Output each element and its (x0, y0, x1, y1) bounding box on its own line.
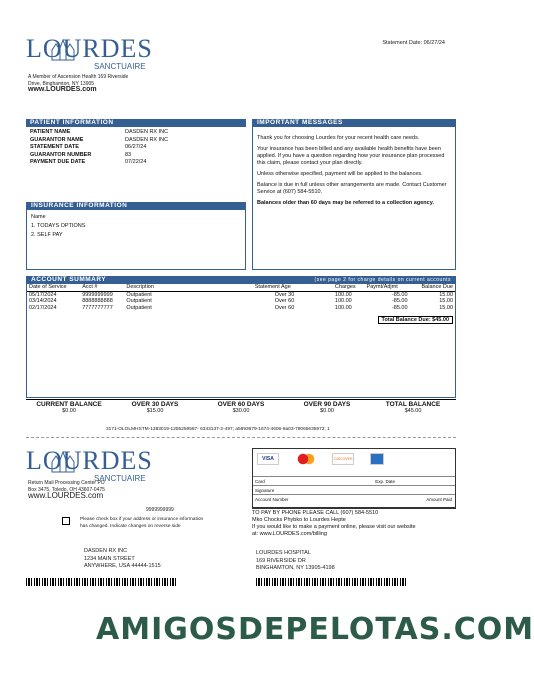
patient-row: STATEMENT DATE 06/27/24 (30, 144, 147, 150)
balance-value: $45.00 (404, 408, 422, 414)
stub-website[interactable]: www.LOURDES.com (28, 491, 104, 500)
amount-paid-label: Amount Paid (426, 497, 452, 502)
amex-icon[interactable] (370, 453, 384, 465)
table-row: 02/17/2024 7777777777 Outpatient Over 60 100.00 -85.00 15.00 (29, 304, 453, 311)
account-summary-note: (see page 2 for charge details on current accounts (314, 277, 451, 283)
return-address-1: Return Mail Processing Center PO (28, 480, 105, 486)
pay-by-phone: TO PAY BY PHONE PLEASE CALL (607) 584-5510 Mko Chocks Phybko to Lourdes Hepte If you would like to make a payment online, please visit our website at: www.LOURDES.com/billing (252, 508, 456, 538)
sender-address: DASDEN RX INC 1234 MAIN STREET ANYWHERE, USA 44444-1515 (84, 548, 161, 569)
castle-icon (48, 450, 78, 474)
payment-card-box (252, 448, 456, 508)
address-change-checkbox[interactable] (62, 517, 70, 525)
account-number-label: Account Number (255, 497, 289, 502)
patient-row: GUARANTOR NAME DASDEN RX INC (30, 136, 169, 143)
exp-label: Exp. Date (375, 479, 395, 484)
account-summary-title: ACCOUNT SUMMARY (31, 276, 107, 283)
insurance-information (26, 202, 246, 270)
balance-value: $0.00 (320, 408, 334, 414)
castle-icon (48, 38, 78, 62)
table-header-row: Date of Service Acct # Description Statement Age Charges Paymt/Adjmt Balance Due (29, 284, 453, 290)
patient-row: PAYMENT DUE DATE 07/22/24 (30, 159, 147, 165)
balance-label: OVER 60 DAYS (217, 401, 265, 408)
watermark: AMIGOSDEPELOTAS.COM (96, 612, 534, 647)
return-address-2: Box 3475, Toledo, OH 43607-0475 (28, 486, 105, 493)
balance-label: CURRENT BALANCE (36, 401, 102, 408)
tear-line (26, 437, 456, 438)
scan-line: 3171-OLOLMHSTM-1383019-1255259587- 6343137-2-497; a5893679-1674-4606-8a03-79065635973; 1 (106, 427, 330, 432)
balance-value: $30.00 (232, 408, 250, 414)
account-summary (26, 276, 456, 398)
barcode (26, 578, 176, 586)
lourdes-logo: LOURDES SANCTUAIRE (26, 34, 153, 71)
patient-info-title: PATIENT INFORMATION (26, 119, 246, 127)
card-label: Card (255, 479, 265, 484)
balance-value: $15.00 (146, 408, 164, 414)
signature-label: Signature (253, 486, 455, 495)
balance-value: $0.00 (62, 408, 76, 414)
table-row: 03/14/2024 8888888888 Outpatient Over 60 100.00 -85.00 15.00 (29, 298, 453, 304)
stub-logo: LOURDES SANCTUAIRE (26, 446, 153, 483)
balance-label: OVER 30 DAYS (131, 401, 179, 408)
balance-label: OVER 90 DAYS (303, 401, 351, 408)
website[interactable]: www.LOURDES.com (28, 86, 97, 93)
remit-address: LOURDES HOSPITAL 169 RIVERSIDE DR BINGHAMTON, NY 13905-4198 (256, 550, 335, 571)
message-5: Balances older than 60 days may be referred to a collection agency. (257, 200, 434, 206)
member-line-2: Drive, Binghamton, NY 13905 (28, 80, 95, 87)
patient-information (26, 119, 246, 169)
message-4: Balance is due in full unless other arrangements are made. Contact Customer Service at (607) 584-5510. (257, 182, 447, 195)
mastercard-icon[interactable] (295, 453, 317, 465)
barcode (256, 578, 406, 586)
member-line-1: A Member of Ascension Health 169 Riverside (28, 74, 129, 80)
insurance-name-label: Name (31, 214, 46, 220)
insurance-item: 2. SELF PAY (31, 232, 63, 238)
table-row: 05/17/2024 9999999999 Outpatient Over 30 100.00 -85.00 15.00 (29, 291, 453, 298)
total-balance-due: Total Balance Due: $45.00 (378, 316, 453, 324)
message-3: Unless otherwise specified, payment will be applied to the balances. (257, 171, 423, 177)
discover-icon[interactable]: DISCOVER (332, 453, 354, 465)
stub-account-number: 9999999999 (146, 507, 174, 513)
message-1: Thank you for choosing Lourdes for your recent health care needs. (257, 135, 420, 141)
insurance-title: INSURANCE INFORMATION (27, 202, 245, 210)
visa-icon[interactable]: VISA (257, 453, 279, 465)
checkbox-label-2: has changed. Indicate changes on reverse side (80, 523, 181, 529)
account-table (27, 284, 455, 311)
patient-row: PATIENT NAME DASDEN RX INC (30, 129, 169, 135)
balance-label: TOTAL BALANCE (385, 401, 441, 408)
message-2: Your insurance has been billed and any available health benefits have been applied. If you have a question regarding how your insurance plan processed this claim, please contact your plan directly. (257, 146, 445, 166)
aging-balances (26, 399, 456, 414)
checkbox-label-1: Please check box if your address or insurance information (80, 517, 204, 522)
insurance-item: 1. TODAYS OPTIONS (31, 223, 86, 229)
messages-title: IMPORTANT MESSAGES (253, 119, 455, 127)
statement-date: Statement Date: 06/27/24 (382, 40, 445, 46)
important-messages (252, 119, 456, 270)
patient-row: GUARANTOR NUMBER 83 (30, 151, 132, 158)
